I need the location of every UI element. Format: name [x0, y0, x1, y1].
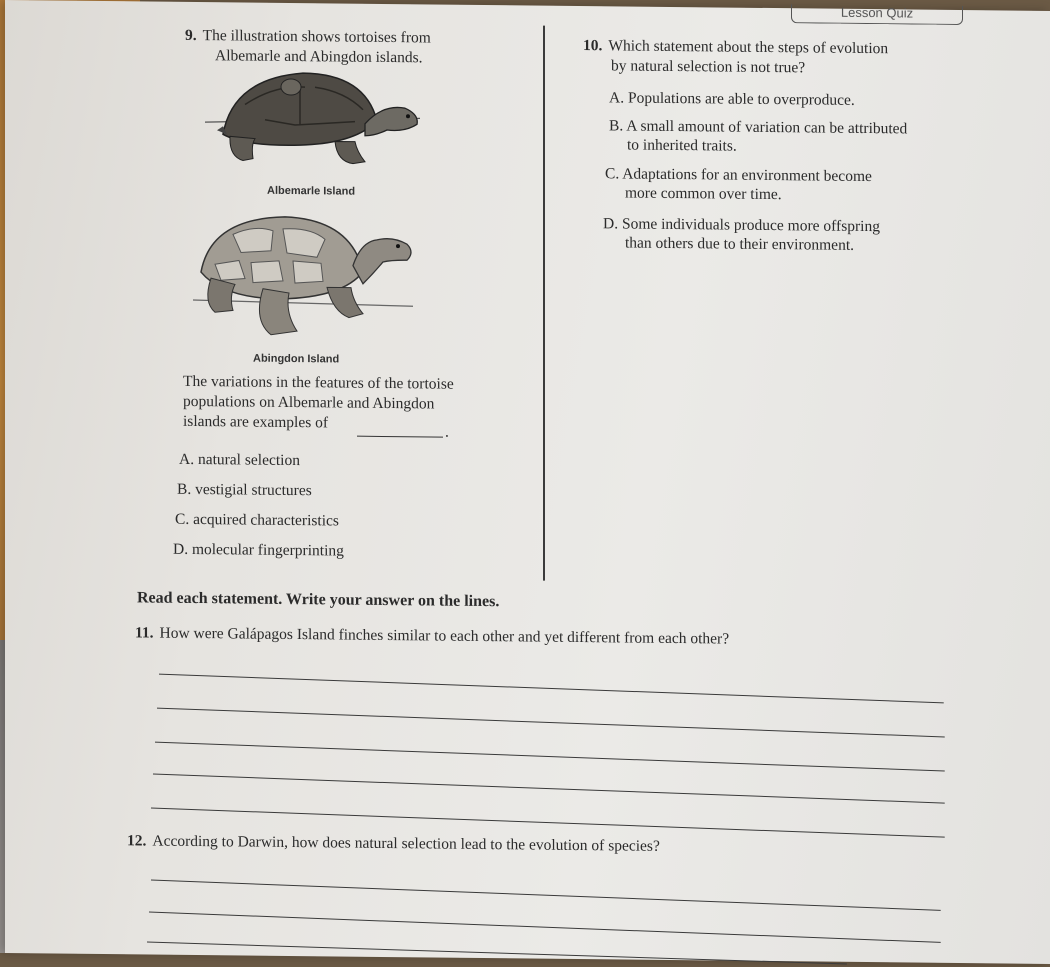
column-divider — [543, 26, 545, 581]
q10-choice-c[interactable] — [605, 164, 872, 205]
q9-answer-blank[interactable] — [357, 436, 443, 438]
q9-number: 9. — [185, 26, 197, 45]
q9-stem-line1: The variations in the features of the tortoise — [183, 372, 454, 393]
q10-choice-c-line1: C. Adaptations for an environment become — [605, 165, 872, 186]
q10-choice-d[interactable] — [603, 214, 880, 255]
worksheet-page — [5, 0, 1050, 964]
q12-prompt — [127, 831, 660, 857]
q10-number: 10. — [583, 37, 603, 55]
q9-choice-c[interactable]: C. acquired characteristics — [175, 510, 339, 530]
q10-prompt — [583, 36, 888, 79]
q9-choice-a[interactable]: A. natural selection — [179, 450, 300, 470]
q10-choice-d-line1: D. Some individuals produce more offspring — [603, 215, 880, 236]
albemarle-caption: Albemarle Island — [267, 184, 356, 198]
albemarle-tortoise-illustration — [205, 64, 425, 176]
q9-choice-d[interactable]: D. molecular fingerprinting — [173, 540, 344, 560]
q10-choice-b-line2: to inherited traits. — [627, 136, 737, 155]
q9-prompt-line2: Albemarle and Abingdon islands. — [215, 47, 423, 67]
q11-answer-line-2[interactable] — [157, 708, 945, 738]
q12-answer-line-2[interactable] — [149, 912, 941, 943]
q11-answer-line-1[interactable] — [159, 674, 944, 704]
q11-answer-line-3[interactable] — [155, 742, 945, 772]
section-instructions: Read each statement. Write your answer on the lines. — [137, 589, 500, 611]
q10-choice-b[interactable] — [609, 116, 907, 157]
lesson-tab: Lesson Quiz — [791, 4, 963, 25]
q9-stem — [183, 372, 454, 435]
q12-prompt-text: According to Darwin, how does natural selection lead to the evolution of species? — [152, 832, 660, 855]
q9-stem-end: . — [445, 423, 449, 441]
q10-choice-a[interactable] — [609, 88, 855, 110]
q9-stem-line2: populations on Albemarle and Abingdon — [183, 392, 435, 413]
abingdon-caption: Abingdon Island — [253, 352, 340, 366]
q11-prompt-text: How were Galápagos Island finches similar to each other and yet different from each other? — [159, 624, 730, 648]
q11-answer-line-4[interactable] — [153, 774, 945, 804]
q9-choice-b[interactable]: B. vestigial structures — [177, 480, 312, 500]
q10-prompt-line2: by natural selection is not true? — [611, 57, 806, 77]
q10-choice-d-line2: than others due to their environment. — [625, 234, 854, 254]
q9-prompt — [185, 26, 431, 69]
q12-answer-line-1[interactable] — [151, 880, 941, 911]
q9-stem-line3: islands are examples of — [183, 412, 329, 432]
q11-number: 11. — [135, 624, 154, 642]
abingdon-tortoise-illustration — [193, 212, 418, 339]
q9-prompt-line1: The illustration shows tortoises from — [202, 27, 431, 47]
q10-choice-a-line1: A. Populations are able to overproduce. — [609, 89, 855, 109]
q10-choice-c-line2: more common over time. — [625, 184, 782, 204]
q10-choice-b-line1: B. A small amount of variation can be attributed — [609, 117, 908, 138]
q10-prompt-line1: Which statement about the steps of evolution — [608, 37, 889, 58]
q11-prompt — [135, 623, 729, 649]
q12-number: 12. — [127, 832, 147, 850]
